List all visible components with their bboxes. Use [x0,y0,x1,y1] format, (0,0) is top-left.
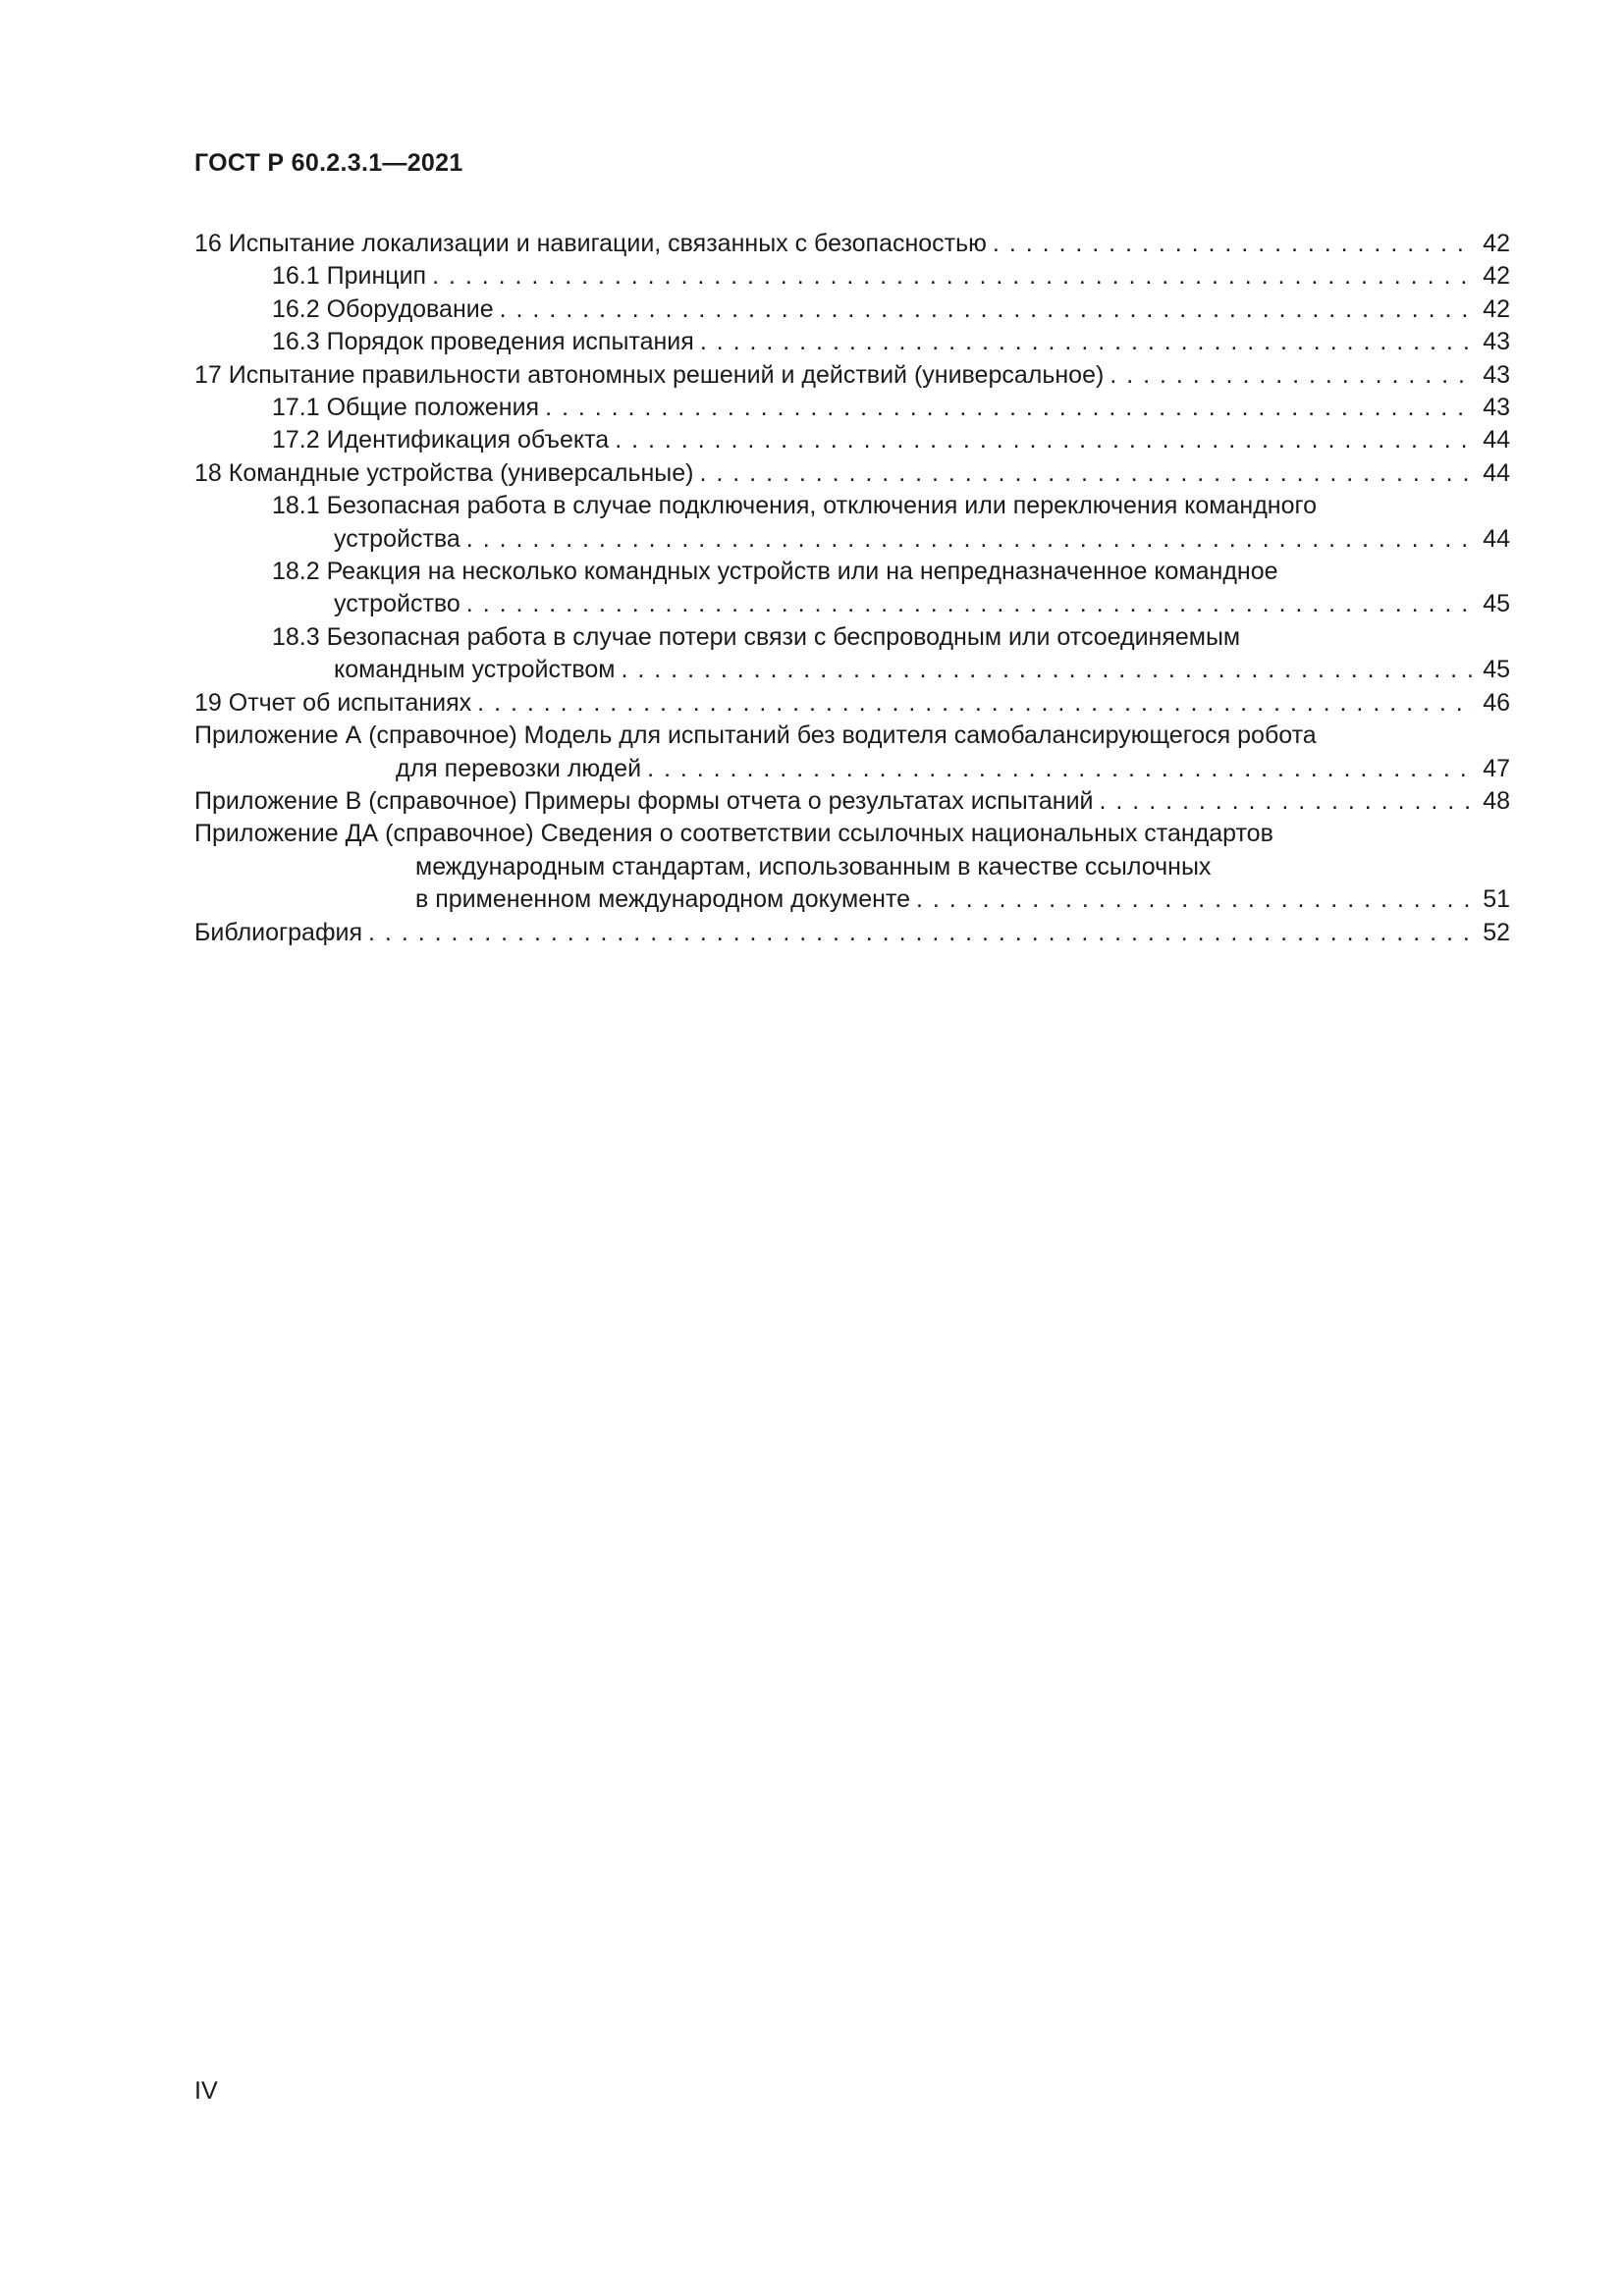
toc-entry [194,392,1510,424]
toc-entry-page: 47 [1483,754,1510,782]
toc-entry [194,523,1510,556]
toc-leader-dots [993,228,1475,260]
toc-entry-page: 44 [1483,524,1510,553]
toc-leader-dots [615,424,1475,456]
toc-entry-page: 52 [1483,918,1510,946]
toc-entry-title: 18.3 Безопасная работа в случае потери связи с беспроводным или отсоединяемым [272,622,1241,651]
toc-entry-title: устройства [334,524,460,553]
toc-entry-title: Приложение В (справочное) Примеры формы отчета о результатах испытаний [194,786,1094,815]
toc-entry-title: 16.3 Порядок проведения испытания [272,328,694,356]
toc-entry-title: 18.2 Реакция на несколько командных устройств или на непредназначенное командное [272,558,1278,586]
toc-entry [194,785,1510,818]
toc-entry-title: Библиография [194,918,363,946]
toc-entry-page: 42 [1483,294,1510,323]
toc-entry-page: 44 [1483,426,1510,454]
toc-entry-page: 46 [1483,688,1510,717]
toc-entry-page: 43 [1483,328,1510,356]
toc-entry-title: устройство [334,590,460,618]
page-number: IV [194,2077,218,2105]
toc-entry-title: 16.2 Оборудование [272,294,494,323]
toc-entry-title: 18 Командные устройства (универсальные) [194,458,694,487]
toc-leader-dots [700,326,1475,358]
toc-entry [194,851,1510,883]
toc-entry [194,457,1510,490]
toc-entry [194,490,1510,522]
toc-leader-dots [466,523,1475,556]
toc-entry [194,818,1510,850]
toc-leader-dots [1110,359,1475,392]
toc-entry [194,753,1510,785]
toc-entry-title: Приложение ДА (справочное) Сведения о соответствии ссылочных национальных стандартов [194,820,1273,848]
toc-entry-page: 42 [1483,262,1510,291]
toc-leader-dots [500,294,1475,326]
toc-entry-title: 17.2 Идентификация объекта [272,426,610,454]
toc-leader-dots [368,917,1475,949]
toc-entry-page: 44 [1483,458,1510,487]
toc-entry-title: 17.1 Общие положения [272,394,540,422]
toc-entry-title: 16.1 Принцип [272,262,427,291]
toc-entry-page: 45 [1483,656,1510,684]
toc-entry-title: Приложение А (справочное) Модель для испытаний без водителя самобалансирующегося робота [194,721,1317,750]
toc-entry-title: 19 Отчет об испытаниях [194,688,472,717]
toc-entry [194,326,1510,358]
toc-entry-page: 43 [1483,394,1510,422]
toc-entry-page: 48 [1483,786,1510,815]
toc-entry [194,424,1510,456]
toc-entry-page: 51 [1483,885,1510,914]
toc-entry [194,883,1510,916]
toc-entry-page: 42 [1483,230,1510,257]
toc-entry [194,588,1510,620]
toc-leader-dots [1100,785,1475,818]
toc-entry-title: командным устройством [334,656,616,684]
toc-leader-dots [647,753,1475,785]
toc-entry-title: 17 Испытание правильности автономных решений и действий (универсальное) [194,360,1105,389]
toc-entry [194,687,1510,720]
toc-leader-dots [432,260,1475,293]
toc-leader-dots [700,457,1476,490]
toc-leader-dots [545,392,1475,424]
toc-entry [194,654,1510,686]
toc-entry-title: для перевозки людей [396,754,642,782]
toc-leader-dots [466,588,1475,620]
toc-leader-dots [916,883,1475,916]
toc-leader-dots [622,654,1476,686]
table-of-contents [194,228,1510,949]
toc-entry [194,228,1510,260]
toc-entry [194,260,1510,293]
toc-entry [194,294,1510,326]
toc-entry-title: 16 Испытание локализации и навигации, связанных с безопасностью [194,230,987,257]
toc-entry [194,720,1510,752]
toc-entry-title: 18.1 Безопасная работа в случае подключения, отключения или переключения командного [272,492,1317,520]
toc-entry-title: международным стандартам, использованным в качестве ссылочных [415,852,1212,881]
toc-entry [194,917,1510,949]
toc-entry [194,621,1510,654]
toc-entry [194,556,1510,588]
toc-entry-page: 43 [1483,360,1510,389]
toc-leader-dots [477,687,1475,720]
toc-entry-page: 45 [1483,590,1510,618]
document-code: ГОСТ Р 60.2.3.1—2021 [194,149,463,177]
toc-entry-title: в примененном международном документе [415,885,911,914]
toc-entry [194,359,1510,392]
